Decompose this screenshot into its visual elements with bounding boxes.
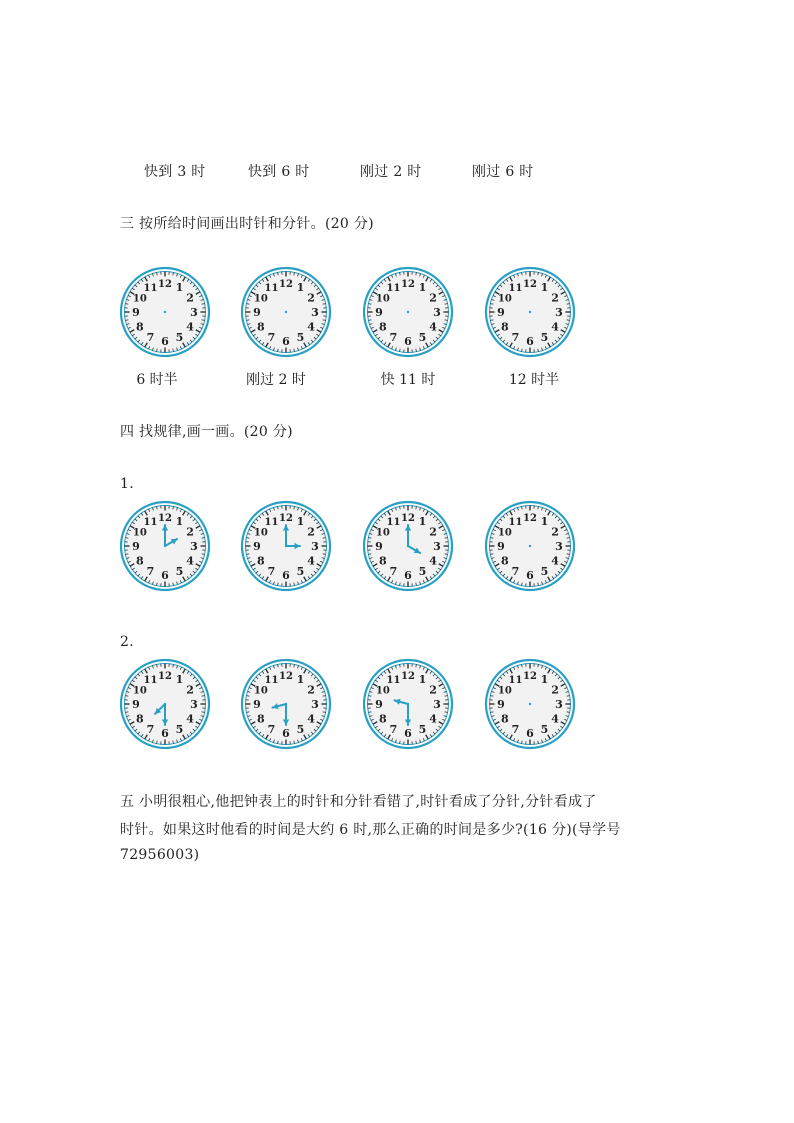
clock-face [119,658,211,750]
clock-number: 5 [175,565,184,579]
clock-number: 4 [551,712,559,726]
clock-number: 12 [401,513,415,524]
clock-number: 6 [282,569,290,582]
clock-number: 9 [132,540,140,553]
clock-number: 1 [175,280,184,294]
clock-number: 12 [523,671,537,682]
clock-face [119,266,211,358]
clock-s3-3[interactable] [362,266,454,358]
clock-number: 5 [296,723,305,737]
clock-center [407,703,409,705]
clock-number: 11 [508,516,523,528]
clock-number: 8 [136,554,144,568]
clock-center [529,311,531,313]
clock-number: 7 [511,723,520,737]
clock-face [362,500,454,592]
clock-number: 1 [418,514,427,528]
clock-s3-1[interactable] [119,266,211,358]
clock-number: 11 [143,516,158,528]
clock-number: 4 [307,554,315,568]
clock-number: 6 [161,727,169,740]
clock-face [119,500,211,592]
clock-number: 8 [136,320,144,334]
clock-number: 7 [146,723,155,737]
clock-number: 6 [404,335,412,348]
section-5-line-1: 五 小明很粗心,他把钟表上的时针和分针看错了,时针看成了分针,分针看成了 [120,794,597,810]
clock-number: 3 [190,698,198,711]
clock-center [529,703,531,705]
clock-number: 3 [311,540,319,553]
clock-number: 9 [375,540,383,553]
clock-s3-4[interactable] [484,266,576,358]
clock-number: 1 [540,514,549,528]
clock-number: 11 [264,674,279,686]
clock-number: 7 [267,723,276,737]
clock-number: 3 [190,306,198,319]
clock-number: 6 [526,569,534,582]
clock-number: 5 [540,331,549,345]
clock-number: 10 [253,685,268,697]
clock-number: 3 [555,698,563,711]
clock-s4r1-1 [119,500,211,592]
clock-number: 4 [551,320,559,334]
clock-number: 5 [175,723,184,737]
clock-number: 1 [540,672,549,686]
clock-number: 1 [540,280,549,294]
clock-number: 2 [551,291,559,305]
clock-number: 7 [389,331,398,345]
section-5-line-3: 72956003) [120,847,200,863]
clock-number: 6 [282,727,290,740]
clock-number: 10 [497,293,512,305]
clock-number: 7 [389,565,398,579]
clock-center [164,545,166,547]
caption-s3-4: 12 时半 [508,372,560,388]
clock-center [285,545,287,547]
clock-number: 3 [555,540,563,553]
clock-number: 5 [418,565,427,579]
clock-number: 8 [257,554,265,568]
clock-center [529,545,531,547]
clock-number: 9 [253,698,261,711]
clock-s3-2[interactable] [240,266,332,358]
clock-number: 10 [253,527,268,539]
clock-number: 9 [497,540,505,553]
clock-s4r2-1 [119,658,211,750]
section-3-title: 三 按所给时间画出时针和分针。(20 分) [120,216,374,232]
section-4-title: 四 找规律,画一画。(20 分) [120,424,293,440]
clock-s4r2-2 [240,658,332,750]
clock-number: 4 [551,554,559,568]
clock-number: 1 [418,280,427,294]
clock-number: 12 [523,279,537,290]
clock-number: 4 [186,554,194,568]
clock-number: 2 [307,683,315,697]
top-label-2: 快到 6 时 [248,164,310,180]
clock-number: 2 [551,525,559,539]
caption-s3-3: 快 11 时 [380,372,436,388]
clock-number: 9 [375,698,383,711]
clock-number: 11 [264,516,279,528]
clock-face [240,266,332,358]
clock-number: 5 [540,565,549,579]
clock-number: 10 [497,527,512,539]
clock-number: 6 [404,727,412,740]
clock-number: 3 [433,698,441,711]
clock-number: 10 [253,293,268,305]
clock-number: 9 [132,698,140,711]
clock-s4r2-3 [362,658,454,750]
clock-face [484,658,576,750]
clock-number: 3 [433,306,441,319]
caption-s3-2: 刚过 2 时 [246,372,306,388]
clock-number: 10 [132,527,147,539]
clock-number: 7 [389,723,398,737]
clock-face [362,658,454,750]
clock-number: 9 [497,698,505,711]
clock-number: 8 [257,712,265,726]
clock-number: 2 [186,291,194,305]
clock-number: 10 [132,293,147,305]
clock-s4r1-4[interactable] [484,500,576,592]
top-label-3: 刚过 2 时 [360,164,422,180]
clock-number: 1 [296,514,305,528]
clock-center [407,311,409,313]
clock-number: 4 [307,320,315,334]
clock-number: 2 [429,683,437,697]
clock-number: 5 [175,331,184,345]
clock-number: 3 [555,306,563,319]
clock-number: 6 [404,569,412,582]
clock-number: 3 [311,306,319,319]
clock-number: 8 [501,712,509,726]
clock-number: 12 [279,513,293,524]
clock-number: 12 [279,671,293,682]
clock-number: 6 [526,727,534,740]
clock-number: 1 [296,672,305,686]
clock-number: 12 [158,671,172,682]
clock-number: 4 [186,320,194,334]
clock-number: 10 [132,685,147,697]
clock-center [285,311,287,313]
clock-number: 3 [190,540,198,553]
clock-number: 2 [429,525,437,539]
top-label-1: 快到 3 时 [144,164,206,180]
clock-number: 1 [175,672,184,686]
clock-number: 7 [511,331,520,345]
clock-number: 12 [158,279,172,290]
clock-number: 4 [429,320,437,334]
clock-number: 4 [429,712,437,726]
clock-face [240,658,332,750]
clock-number: 12 [158,513,172,524]
clock-number: 7 [511,565,520,579]
clock-number: 8 [501,554,509,568]
clock-number: 7 [267,565,276,579]
clock-s4r2-4[interactable] [484,658,576,750]
clock-number: 11 [143,282,158,294]
clock-number: 11 [386,674,401,686]
clock-number: 8 [501,320,509,334]
clock-number: 8 [379,712,387,726]
clock-s4r1-3 [362,500,454,592]
clock-number: 9 [253,306,261,319]
clock-number: 11 [143,674,158,686]
clock-number: 12 [279,279,293,290]
clock-number: 7 [146,565,155,579]
clock-number: 8 [379,320,387,334]
section-5-line-2: 时针。如果这时他看的时间是大约 6 时,那么正确的时间是多少?(16 分)(导学号 [120,822,621,838]
clock-number: 10 [375,527,390,539]
clock-number: 7 [267,331,276,345]
clock-number: 1 [296,280,305,294]
clock-number: 9 [497,306,505,319]
clock-number: 11 [508,674,523,686]
clock-number: 9 [253,540,261,553]
clock-number: 3 [433,540,441,553]
item-1-label: 1. [120,476,134,492]
clock-number: 5 [418,331,427,345]
clock-number: 12 [523,513,537,524]
clock-number: 4 [186,712,194,726]
clock-number: 2 [186,683,194,697]
clock-face [240,500,332,592]
clock-number: 10 [375,685,390,697]
clock-number: 2 [307,525,315,539]
clock-number: 12 [401,671,415,682]
clock-number: 8 [257,320,265,334]
clock-number: 5 [296,565,305,579]
clock-face [362,266,454,358]
clock-number: 11 [386,282,401,294]
clock-s4r1-2 [240,500,332,592]
clock-number: 3 [311,698,319,711]
clock-center [164,311,166,313]
clock-number: 2 [186,525,194,539]
clock-number: 4 [429,554,437,568]
clock-number: 5 [540,723,549,737]
clock-face [484,266,576,358]
clock-number: 6 [161,569,169,582]
clock-number: 6 [161,335,169,348]
item-2-label: 2. [120,634,134,650]
top-label-4: 刚过 6 时 [472,164,534,180]
clock-number: 2 [307,291,315,305]
clock-number: 11 [264,282,279,294]
clock-face [484,500,576,592]
clock-center [164,703,166,705]
clock-number: 1 [175,514,184,528]
clock-number: 5 [296,331,305,345]
clock-number: 9 [132,306,140,319]
clock-number: 11 [386,516,401,528]
clock-number: 12 [401,279,415,290]
clock-number: 6 [526,335,534,348]
clock-center [285,703,287,705]
caption-s3-1: 6 时半 [136,372,178,388]
clock-number: 7 [146,331,155,345]
clock-number: 10 [375,293,390,305]
clock-number: 1 [418,672,427,686]
clock-number: 2 [429,291,437,305]
clock-number: 8 [136,712,144,726]
clock-number: 8 [379,554,387,568]
clock-number: 9 [375,306,383,319]
clock-number: 6 [282,335,290,348]
clock-number: 10 [497,685,512,697]
clock-center [407,545,409,547]
clock-number: 4 [307,712,315,726]
clock-number: 11 [508,282,523,294]
clock-number: 5 [418,723,427,737]
clock-number: 2 [551,683,559,697]
